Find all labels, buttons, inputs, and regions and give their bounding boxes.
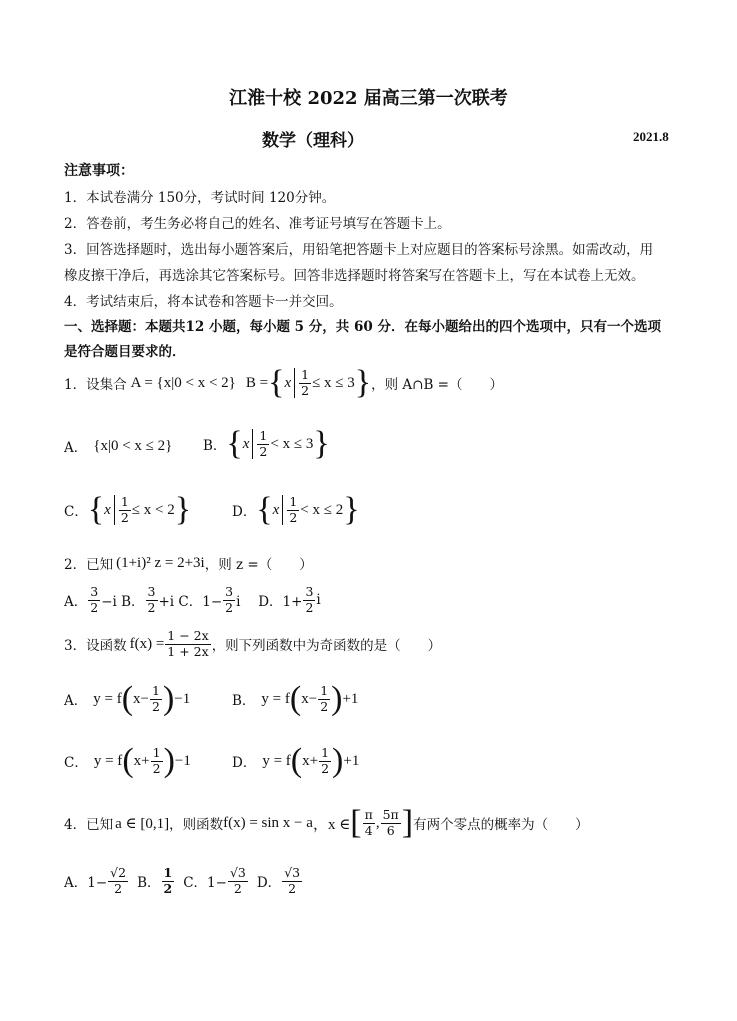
q3-function: f(x) = [129, 635, 165, 652]
q4-x-in: ，x ∈ [312, 816, 351, 833]
option-value: < x ≤ 3 [270, 435, 314, 452]
question-2-stem [64, 553, 313, 573]
frac-den: 2 [114, 880, 123, 896]
frac-num: π [364, 807, 373, 822]
option-label: D． [232, 504, 257, 520]
note-item: 3．回答选择题时，选出每小题答案后，用铅笔把答题卡上对应题目的答案标号涂黑。如需改动，用 [64, 242, 654, 258]
frac-num: 3 [225, 584, 234, 599]
option-arg: x+ [302, 752, 319, 769]
option-value: ≤ x < 2 [131, 501, 175, 518]
q4-mid: ，则函数 [169, 817, 224, 833]
exam-title: 江淮十校 2022 届高三第一次联考 [229, 88, 508, 109]
option-tail: +1 [342, 690, 359, 707]
frac-den: 2 [289, 509, 298, 525]
q4-function: f(x) = sin x − a [223, 814, 313, 831]
option-fn: y = f [93, 752, 123, 769]
note-item: 1．本试卷满分 150分，考试时间 120分钟。 [64, 190, 336, 206]
q1-option-d: D． { x $\frac{1}{2}$ < x ≤ 2 } [232, 491, 360, 528]
option-tail: +1 [343, 752, 360, 769]
frac-num: 1 [301, 367, 310, 382]
q2-expression: (1+i)² z = 2+3i [116, 554, 205, 571]
note-item: 4．考试结束后，将本试卷和答题卡一并交回。 [64, 294, 343, 310]
q1-set-a: A = {x|0 < x < 2} [130, 374, 236, 391]
option-value: < x ≤ 2 [300, 501, 344, 518]
frac-den: 2 [259, 443, 268, 459]
option-label: A． [64, 693, 88, 709]
question-3-stem [64, 630, 441, 658]
option-label: C． [64, 755, 88, 771]
frac-num: 3 [147, 584, 156, 599]
q1-number: 1．设集合 [64, 377, 127, 393]
q4-a-range: a ∈ [0,1] [115, 815, 170, 832]
frac-num: √3 [284, 865, 301, 880]
option-arg: x+ [133, 752, 150, 769]
option-fn: y = f [93, 690, 122, 707]
frac-num: √2 [110, 865, 127, 880]
frac-den: 2 [288, 880, 297, 896]
frac-num: 1 [289, 494, 298, 509]
frac-den: 2 [147, 599, 156, 615]
frac-num: √3 [229, 865, 246, 880]
option-fn: y = f [261, 690, 290, 707]
q1-option-a [64, 436, 172, 456]
option-label: A．1− [64, 875, 108, 891]
question-4-stem: 4．已知 a ∈ [0,1] ，则函数 f(x) = sin x − a ，x ∈ [ $\frac{\pi}{4}$ , $\frac{5\pi}{6}$ ] 有两个零点的概率为（ ） [64, 804, 589, 841]
q1-option-b: B． { x $\frac{1}{2}$ < x ≤ 3 } [203, 425, 330, 462]
note-item: 2．答卷前，考生务必将自己的姓名、准考证号填写在答题卡上。 [64, 216, 451, 232]
q2-options [64, 586, 321, 614]
q3-option-d: D． y = f ( x+ $\frac{1}{2}$ ) +1 [232, 742, 360, 779]
frac-num: 1 [259, 428, 268, 443]
exam-subtitle: 数学（理科） [262, 131, 364, 151]
q3-option-c: C． y = f ( x+ $\frac{1}{2}$ ) −1 [64, 742, 191, 779]
option-label: B． [137, 875, 161, 891]
option-label: C． [64, 504, 88, 520]
frac-den: 6 [386, 822, 395, 838]
q3-tail: ，则下列函数中为奇函数的是（ ） [211, 638, 442, 654]
frac-den: 2 [90, 599, 99, 615]
section-heading-line1: 一、选择题：本题共12 小题，每小题 5 分，共 60 分．在每小题给出的四个选项中，只有一个选项 [64, 319, 661, 335]
q2-tail: ，则 z =（ ） [204, 557, 313, 573]
frac-num: 1 − 2x [167, 628, 209, 643]
option-label: A． [64, 440, 88, 456]
frac-num: 5π [382, 807, 399, 822]
q3-option-a: A． y = f ( x− $\frac{1}{2}$ ) −1 [64, 680, 191, 717]
frac-den: 4 [364, 822, 373, 838]
option-value: {x|0 < x ≤ 2} [93, 437, 173, 454]
note-item: 橡皮擦干净后，再选涂其它答案标号。回答非选择题时将答案写在答题卡上，写在本试卷上无效。 [64, 268, 645, 284]
q3-option-b: B． y = f ( x− $\frac{1}{2}$ ) +1 [232, 680, 359, 717]
section-heading-line2: 是符合题目要求的． [64, 344, 186, 360]
q3-number: 3．设函数 [64, 638, 127, 654]
frac-num: 1 [120, 494, 129, 509]
option-label: C．1− [183, 875, 227, 891]
frac-num: 3 [90, 584, 99, 599]
frac-den: 1 + 2x [167, 643, 209, 659]
frac-den: 2 [301, 382, 310, 398]
notes-heading: 注意事项： [64, 163, 134, 179]
q4-options [64, 867, 303, 895]
exam-date: 2021.8 [633, 129, 669, 144]
q1-set-b-prefix: B = [245, 374, 269, 391]
q1-set-b-cond: ≤ x ≤ 3 [312, 374, 355, 391]
frac-den: 2 [233, 880, 242, 896]
option-label: B． [232, 693, 256, 709]
q2-number: 2．已知 [64, 557, 114, 573]
option-tail: −1 [174, 752, 191, 769]
option-text: i [316, 592, 321, 608]
frac-num: 1 [163, 865, 173, 880]
option-arg: x− [133, 690, 150, 707]
frac-num: 3 [305, 584, 314, 599]
option-label: D． [232, 755, 257, 771]
frac-den: 2 [120, 509, 129, 525]
question-1-stem: 1．设集合 A = {x|0 < x < 2} B = { x $\frac{1}{2}$ ≤ x ≤ 3 } ，则 A∩B =（ ） [64, 364, 503, 401]
q1-option-c: C． { x $\frac{1}{2}$ ≤ x < 2 } [64, 491, 192, 528]
frac-den: 2 [163, 880, 173, 896]
option-arg: x− [301, 690, 318, 707]
q4-tail: 有两个零点的概率为（ ） [413, 817, 589, 833]
option-text: +i C．1− [158, 594, 223, 610]
frac-den: 2 [225, 599, 234, 615]
option-fn: y = f [262, 752, 291, 769]
option-label: B． [203, 438, 227, 454]
q4-number: 4．已知 [64, 817, 114, 833]
q1-tail: ，则 A∩B =（ ） [371, 377, 503, 393]
option-text: −i B． [101, 594, 145, 610]
frac-den: 2 [305, 599, 314, 615]
option-label: D． [256, 875, 282, 891]
option-text: i D．1+ [236, 594, 303, 610]
option-tail: −1 [174, 690, 191, 707]
option-label: A． [64, 594, 88, 610]
